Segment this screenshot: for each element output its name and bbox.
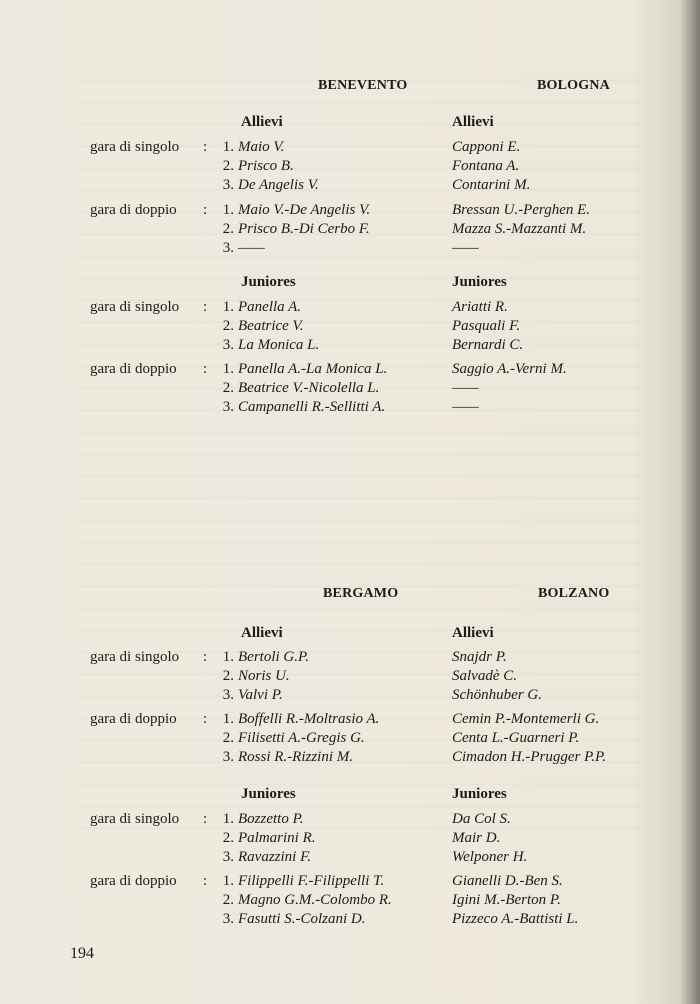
result-entry xyxy=(220,729,365,748)
rank-number: 1. xyxy=(222,711,234,727)
category-heading-juniores-left: Juniores xyxy=(241,274,296,290)
rank-number: 2. xyxy=(222,892,234,908)
result-entry xyxy=(220,710,379,729)
athlete-name-right: Da Col S. xyxy=(452,811,511,827)
rank-number: 2. xyxy=(222,380,234,396)
athlete-name-right: Welponer H. xyxy=(452,849,528,865)
rank-number: 2. xyxy=(222,221,234,237)
category-heading-juniores-right: Juniores xyxy=(452,274,507,290)
result-entry xyxy=(220,829,316,848)
rank-number: 3. xyxy=(222,240,234,256)
colon: : xyxy=(203,711,208,727)
result-entry xyxy=(220,872,384,891)
city-heading-bolzano: BOLZANO xyxy=(538,586,610,601)
athlete-name-right: Mair D. xyxy=(452,830,501,846)
athlete-name-right: Snajdr P. xyxy=(452,649,507,665)
result-entry xyxy=(220,648,309,667)
athlete-name: Boffelli R.-Moltrasio A. xyxy=(238,711,380,727)
athlete-name-right: —— xyxy=(452,399,479,415)
result-entry xyxy=(220,848,311,867)
rank-number: 2. xyxy=(222,730,234,746)
rank-number: 3. xyxy=(222,749,234,765)
colon: : xyxy=(203,299,208,315)
athlete-name: Prisco B. xyxy=(238,158,294,174)
rank-number: 1. xyxy=(222,873,234,889)
result-entry xyxy=(220,298,301,317)
rank-number: 1. xyxy=(222,811,234,827)
result-entry xyxy=(220,220,370,239)
category-heading-allievi-right: Allievi xyxy=(452,625,494,641)
athlete-name: Noris U. xyxy=(238,668,290,684)
event-label-singolo: gara di singolo xyxy=(90,139,180,155)
athlete-name: Maio V.-De Angelis V. xyxy=(238,202,371,218)
athlete-name-right: Bressan U.-Perghen E. xyxy=(452,202,591,218)
result-entry xyxy=(220,176,319,195)
category-heading-allievi-left: Allievi xyxy=(241,625,283,641)
athlete-name-right: Pasquali F. xyxy=(452,318,521,334)
result-entry xyxy=(220,891,392,910)
athlete-name-right: Fontana A. xyxy=(452,158,520,174)
colon: : xyxy=(203,139,208,155)
athlete-name-right: Bernardi C. xyxy=(452,337,524,353)
athlete-name: Panella A. xyxy=(238,299,302,315)
event-label-singolo: gara di singolo xyxy=(90,649,180,665)
athlete-name: Bozzetto P. xyxy=(238,811,304,827)
rank-number: 3. xyxy=(222,337,234,353)
rank-number: 3. xyxy=(222,911,234,927)
result-entry xyxy=(220,398,385,417)
result-entry xyxy=(220,336,319,355)
result-entry xyxy=(220,910,366,929)
athlete-name-right: —— xyxy=(452,380,479,396)
athlete-name: Beatrice V.-Nicolella L. xyxy=(238,380,380,396)
rank-number: 2. xyxy=(222,668,234,684)
result-entry xyxy=(220,317,304,336)
rank-number: 3. xyxy=(222,849,234,865)
rank-number: 3. xyxy=(222,177,234,193)
result-entry xyxy=(220,157,294,176)
event-label-doppio: gara di doppio xyxy=(90,202,177,218)
athlete-name-right: Capponi E. xyxy=(452,139,521,155)
event-label-doppio: gara di doppio xyxy=(90,873,177,889)
rank-number: 1. xyxy=(222,299,234,315)
event-label-doppio: gara di doppio xyxy=(90,361,177,377)
athlete-name: La Monica L. xyxy=(238,337,320,353)
result-entry xyxy=(220,201,370,220)
result-entry xyxy=(220,667,290,686)
athlete-name: Prisco B.-Di Cerbo F. xyxy=(238,221,370,237)
category-heading-allievi-left: Allievi xyxy=(241,114,283,130)
colon: : xyxy=(203,873,208,889)
athlete-name-right: Centa L.-Guarneri P. xyxy=(452,730,580,746)
athlete-name-right: —— xyxy=(452,240,479,256)
athlete-name: Ravazzini F. xyxy=(238,849,312,865)
rank-number: 1. xyxy=(222,202,234,218)
rank-number: 1. xyxy=(222,649,234,665)
colon: : xyxy=(203,361,208,377)
city-heading-bologna: BOLOGNA xyxy=(537,78,610,93)
event-label-singolo: gara di singolo xyxy=(90,299,180,315)
rank-number: 2. xyxy=(222,158,234,174)
athlete-name-right: Cimadon H.-Prugger P.P. xyxy=(452,749,607,765)
category-heading-juniores-right: Juniores xyxy=(452,786,507,802)
athlete-name: Filippelli F.-Filippelli T. xyxy=(238,873,385,889)
athlete-name-right: Mazza S.-Mazzanti M. xyxy=(452,221,587,237)
athlete-name: Bertoli G.P. xyxy=(238,649,309,665)
rank-number: 3. xyxy=(222,399,234,415)
athlete-name: De Angelis V. xyxy=(238,177,319,193)
result-entry xyxy=(220,810,304,829)
result-entry xyxy=(220,239,265,258)
result-entry xyxy=(220,379,379,398)
category-heading-allievi-right: Allievi xyxy=(452,114,494,130)
athlete-name-right: Igini M.-Berton P. xyxy=(452,892,561,908)
athlete-name-right: Schönhuber G. xyxy=(452,687,542,703)
athlete-name-right: Saggio A.-Verni M. xyxy=(452,361,567,377)
athlete-name-right: Salvadè C. xyxy=(452,668,517,684)
city-heading-benevento: BENEVENTO xyxy=(318,78,408,93)
athlete-name: Filisetti A.-Gregis G. xyxy=(238,730,365,746)
result-entry xyxy=(220,748,353,767)
result-entry xyxy=(220,138,284,157)
colon: : xyxy=(203,649,208,665)
colon: : xyxy=(203,811,208,827)
athlete-name-right: Ariatti R. xyxy=(452,299,508,315)
rank-number: 2. xyxy=(222,830,234,846)
rank-number: 1. xyxy=(222,139,234,155)
event-label-singolo: gara di singolo xyxy=(90,811,180,827)
athlete-name-right: Cemin P.-Montemerli G. xyxy=(452,711,600,727)
athlete-name: Magno G.M.-Colombo R. xyxy=(238,892,392,908)
rank-number: 2. xyxy=(222,318,234,334)
category-heading-juniores-left: Juniores xyxy=(241,786,296,802)
rank-number: 1. xyxy=(222,361,234,377)
result-entry xyxy=(220,686,283,705)
city-heading-bergamo: BERGAMO xyxy=(323,586,399,601)
athlete-name-right: Pizzeco A.-Battisti L. xyxy=(452,911,579,927)
athlete-name-right: Contarini M. xyxy=(452,177,531,193)
event-label-doppio: gara di doppio xyxy=(90,711,177,727)
athlete-name: Palmarini R. xyxy=(238,830,316,846)
rank-number: 3. xyxy=(222,687,234,703)
athlete-name: Fasutti S.-Colzani D. xyxy=(238,911,366,927)
page-number: 194 xyxy=(70,945,94,962)
athlete-name: Maio V. xyxy=(238,139,285,155)
athlete-name: Rossi R.-Rizzini M. xyxy=(238,749,353,765)
athlete-name: Valvi P. xyxy=(238,687,283,703)
athlete-name: —— xyxy=(238,240,265,256)
athlete-name: Campanelli R.-Sellitti A. xyxy=(238,399,386,415)
result-entry xyxy=(220,360,387,379)
athlete-name: Beatrice V. xyxy=(238,318,304,334)
colon: : xyxy=(203,202,208,218)
athlete-name: Panella A.-La Monica L. xyxy=(238,361,388,377)
athlete-name-right: Gianelli D.-Ben S. xyxy=(452,873,563,889)
